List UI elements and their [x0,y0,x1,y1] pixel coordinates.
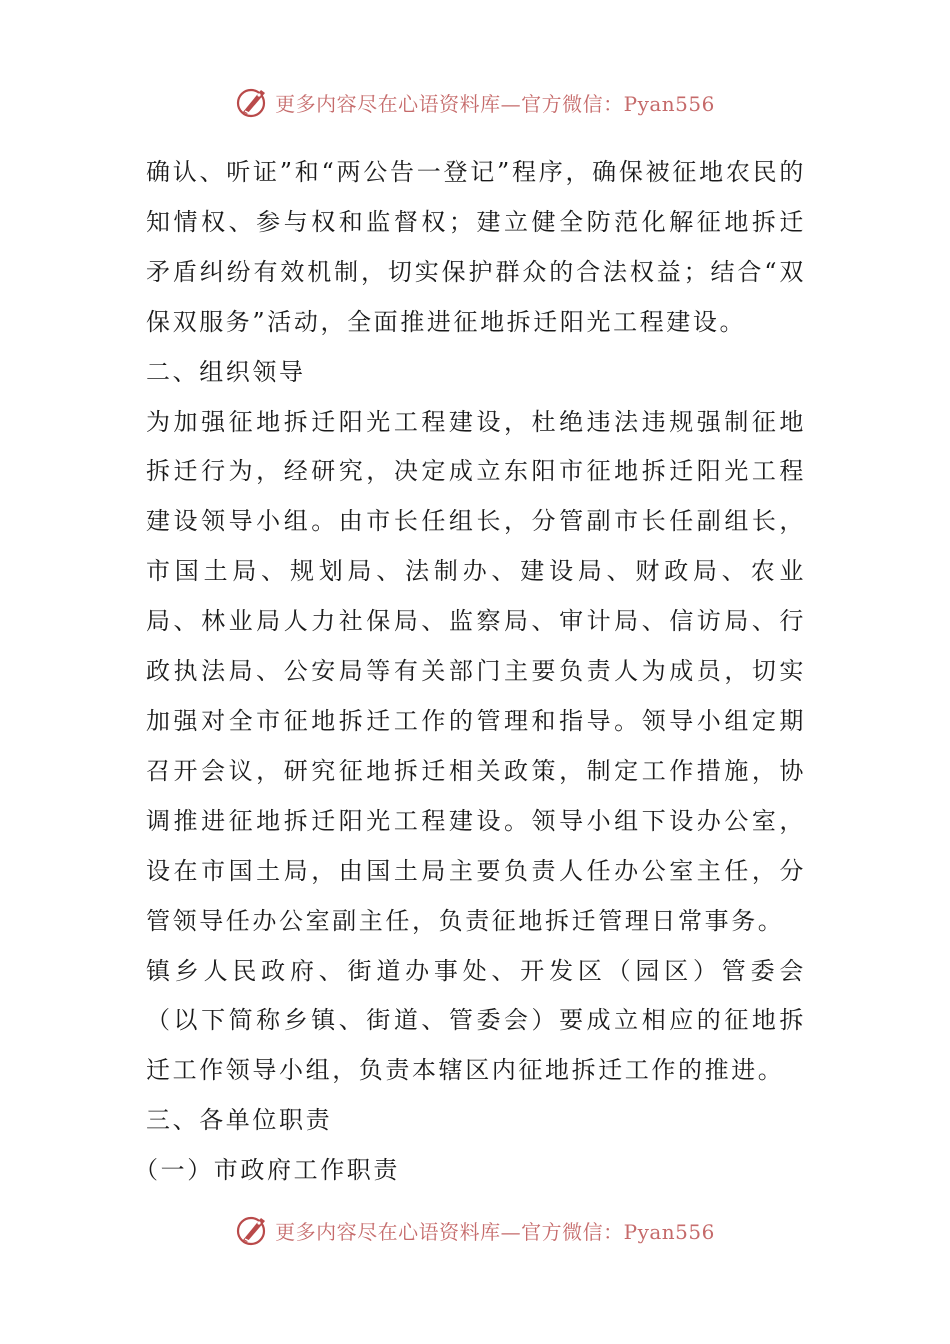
footer-banner-text: 更多内容尽在心语资料库—官方微信：Pyan556 [275,1219,715,1244]
pen-nib-logo-icon [235,1212,271,1248]
header-banner [0,82,950,122]
section-heading-2: 二、组织领导 [146,357,306,386]
paragraph-2: 为加强征地拆迁阳光工程建设，杜绝违法违规强制征地拆迁行为，经研究，决定成立东阳市征地拆迁阳光工程建设领导小组。由市长任组长，分管副市长任副组长，市国土局、规划局、法制办、建设局、财政局、农业局、林业局人力社保局、监察局、审计局、信访局、行政执法局、公安局等有关部门主要负责人为成员，切实加强对全市征地拆迁工作的管理和指导。领导小组定期召开会议，研究征地拆迁相关政策，制定工作措施，协调推进征地拆迁阳光工程建设。领导小组下设办公室，设在市国土局，由国土局主要负责人任办公室主任，分管领导任办公室副主任，负责征地拆迁管理日常事务。 [146,407,806,935]
header-banner-text: 更多内容尽在心语资料库—官方微信：Pyan556 [275,91,715,116]
footer-banner [0,1210,950,1250]
section-heading-3: 三、各单位职责 [146,1106,333,1135]
paragraph-3: 镇乡人民政府、街道办事处、开发区（园区）管委会（以下简称乡镇、街道、管委会）要成立相应的征地拆迁工作领导小组，负责本辖区内征地拆迁工作的推进。 [146,956,806,1085]
pen-nib-logo-icon [235,84,271,120]
paragraph-1: 确认、听证”和“两公告一登记”程序，确保被征地农民的知情权、参与权和监督权；建立健全防范化解征地拆迁矛盾纠纷有效机制，切实保护群众的合法权益；结合“双保双服务”活动，全面推进征地拆迁阳光工程建设。 [146,158,806,336]
document-body [134,148,806,1196]
subsection-heading-3-1: （一）市政府工作职责 [134,1156,400,1185]
